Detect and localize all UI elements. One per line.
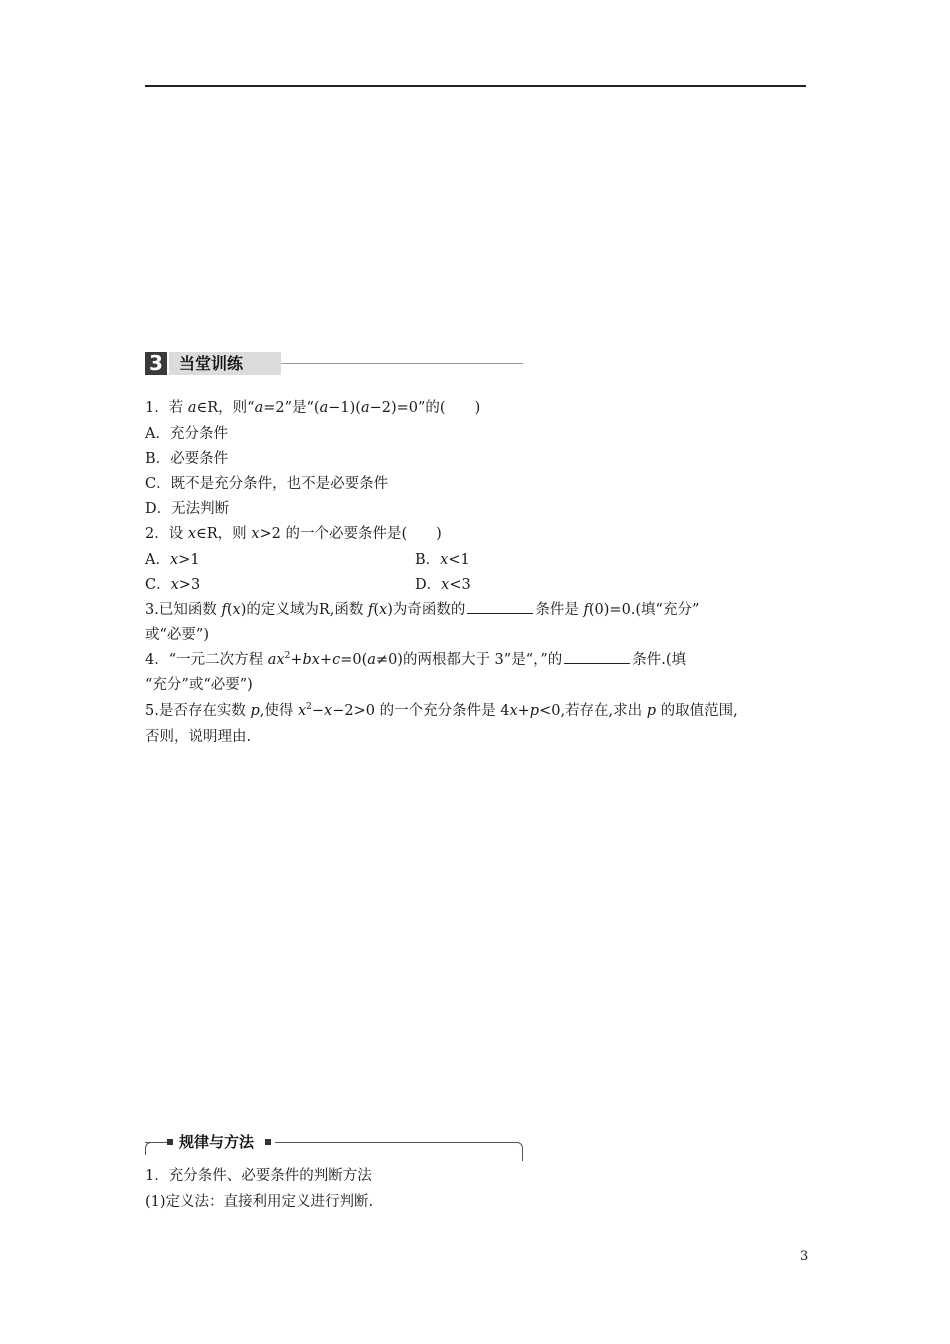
q2-option-c: [145, 575, 200, 595]
var-x: x: [251, 526, 260, 542]
var-x: x: [440, 552, 449, 568]
var-x: x: [170, 577, 179, 593]
text: ≠0)的两根都大于 3”是“，”的: [375, 652, 563, 668]
question-3-line2: 或“必要”): [145, 627, 209, 643]
text: 条件.(填: [632, 652, 687, 668]
var-x: x: [379, 602, 388, 618]
text: >2 的一个必要条件是( ): [259, 526, 442, 542]
text: 5.是否存在实数: [145, 703, 251, 719]
var-x: x: [441, 577, 450, 593]
question-1-stem: [145, 398, 480, 418]
text: >3: [178, 577, 201, 593]
rules-item-1: 1．充分条件、必要条件的判断方法: [145, 1168, 372, 1184]
question-5-stem: [145, 701, 738, 721]
var-x: x: [187, 526, 197, 542]
answer-blank[interactable]: [564, 650, 630, 664]
var-x: x: [297, 703, 307, 719]
var-f: f: [221, 602, 227, 618]
var-x: x: [169, 552, 179, 568]
var-p: p: [529, 703, 540, 719]
text: B．: [415, 552, 441, 568]
q2-option-b: [415, 550, 470, 570]
text: 的取值范围,: [656, 703, 738, 719]
text: −: [311, 703, 325, 719]
text: ∈R，则: [196, 526, 252, 542]
answer-blank[interactable]: [467, 600, 533, 614]
text: −2>0 的一个充分条件是 4: [332, 703, 510, 719]
question-4-line2: “充分”或“必要”): [145, 677, 253, 693]
text: +: [319, 652, 333, 668]
var-a: a: [187, 400, 197, 416]
superscript: 2: [306, 702, 312, 712]
q2-option-a: [145, 550, 200, 570]
var-x: x: [324, 703, 333, 719]
var-f: f: [583, 602, 589, 618]
text: −2)=0”的( ): [369, 400, 481, 416]
question-5-line2: 否则，说明理由.: [145, 729, 252, 745]
text: <3: [449, 577, 471, 593]
page-number: 3: [800, 1249, 809, 1264]
var-ax: ax: [267, 652, 285, 668]
rules-frame-corner: [145, 1142, 152, 1155]
section-rule: [281, 363, 523, 364]
question-2-stem: [145, 524, 442, 544]
var-x: x: [232, 602, 241, 618]
var-bx: bx: [302, 652, 320, 668]
text: <0,若存在,求出: [539, 703, 647, 719]
text: <1: [448, 552, 470, 568]
text: 3.已知函数: [145, 602, 222, 618]
text: )的定义域为R,函数: [240, 602, 368, 618]
var-a: a: [360, 400, 370, 416]
rules-frame-line: [145, 1142, 167, 1143]
var-p: p: [250, 703, 260, 719]
rules-header: [145, 1131, 525, 1161]
question-4-stem: [145, 650, 686, 670]
square-bullet-icon: [265, 1139, 271, 1145]
var-c: c: [332, 652, 341, 668]
question-3-stem: [145, 600, 699, 620]
section-title: 当堂训练: [169, 352, 281, 375]
var-a: a: [319, 400, 329, 416]
var-x: x: [509, 703, 518, 719]
text: (0)=0.(填“充分”: [588, 602, 700, 618]
text: C．: [145, 577, 171, 593]
text: )为奇函数的: [387, 602, 466, 618]
text: (: [226, 602, 233, 618]
rules-title: 规律与方法: [179, 1133, 255, 1151]
var-f: f: [367, 602, 374, 618]
text: +: [517, 703, 530, 719]
text: =0(: [340, 652, 368, 668]
var-p: p: [646, 703, 657, 719]
text: =2”是“(: [263, 400, 320, 416]
text: A．: [145, 552, 170, 568]
text: ∈R，则“: [196, 400, 255, 416]
text: (: [373, 602, 380, 618]
rules-frame-corner: [516, 1142, 523, 1161]
superscript: 2: [284, 651, 291, 661]
q2-option-d: [415, 575, 471, 595]
q1-option-d: D．无法判断: [145, 501, 230, 517]
text: 2．设: [145, 526, 188, 542]
header-rule: [145, 85, 806, 87]
rules-frame-line: [275, 1142, 519, 1143]
text: 条件是: [535, 602, 584, 618]
text: D．: [415, 577, 442, 593]
text: >1: [178, 552, 200, 568]
rules-item-2: (1)定义法：直接利用定义进行判断.: [145, 1194, 374, 1210]
q1-option-b: B．必要条件: [145, 451, 229, 467]
text: −1)(: [328, 400, 361, 416]
text: ,使得: [259, 703, 298, 719]
section-number: 3: [145, 352, 167, 375]
q1-option-c: C．既不是充分条件，也不是必要条件: [145, 476, 389, 492]
q1-option-a: A．充分条件: [145, 426, 228, 442]
var-a: a: [367, 652, 376, 668]
var-a: a: [254, 400, 264, 416]
text: +: [290, 652, 303, 668]
square-bullet-icon: [167, 1139, 173, 1145]
text: 4．“一元二次方程: [145, 652, 268, 668]
text: 1．若: [145, 400, 188, 416]
